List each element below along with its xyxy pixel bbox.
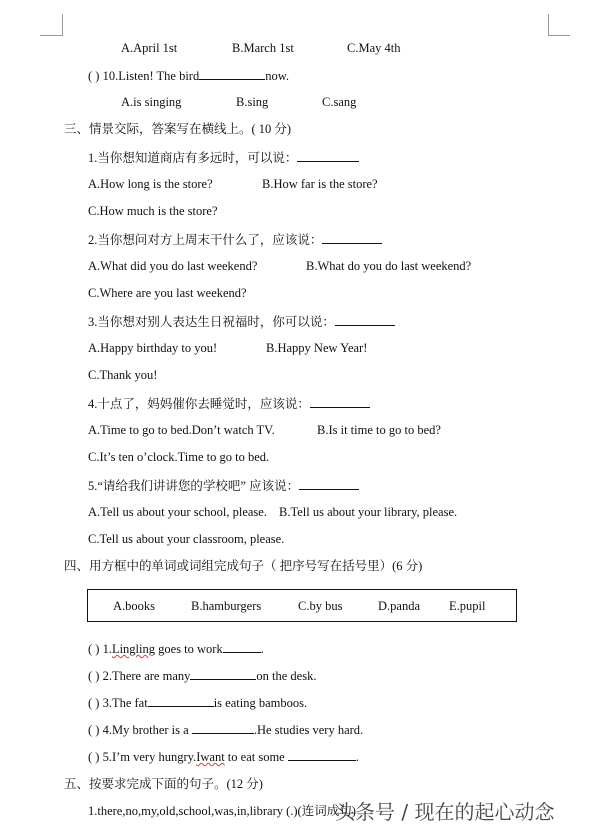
sec3-q2 bbox=[88, 231, 382, 248]
corner-mark-left-v bbox=[62, 14, 63, 36]
word-bank-item-c: C.by bus bbox=[298, 599, 343, 613]
question-text: to eat some bbox=[224, 750, 285, 764]
section-4-title: 四、用方框中的单词或词组完成句子（ 把序号写在括号里）(6 分) bbox=[64, 559, 423, 573]
sec3-q5 bbox=[88, 477, 359, 494]
question-text: 2.当你想问对方上周末干什么了，应该说： bbox=[88, 233, 323, 247]
q10-option-a: A.is singing bbox=[121, 95, 182, 109]
question-text: 1.当你想知道商店有多远时，可以说： bbox=[88, 151, 298, 165]
word-bank-item-e: E.pupil bbox=[449, 599, 486, 613]
q10-question bbox=[88, 67, 289, 84]
section-3-title: 三、情景交际，答案写在横线上。( 10 分) bbox=[64, 122, 292, 136]
sec3-q3-option-b: B.Happy New Year! bbox=[266, 341, 368, 355]
sec3-q1-option-a: A.How long is the store? bbox=[88, 177, 213, 191]
sec4-s1 bbox=[88, 640, 264, 657]
sec4-s5 bbox=[88, 748, 359, 765]
answer-paren: ( ) bbox=[88, 69, 100, 83]
sec3-q4 bbox=[88, 395, 370, 412]
question-number: 1. bbox=[102, 642, 112, 656]
answer-paren: ( ) bbox=[88, 723, 100, 737]
word-bank-item-d: D.panda bbox=[378, 599, 420, 613]
sec3-q2-option-c: C.Where are you last weekend? bbox=[88, 286, 247, 300]
sec4-s3 bbox=[88, 694, 307, 711]
q9-option-b: B.March 1st bbox=[232, 41, 294, 55]
sec3-q3-option-a: A.Happy birthday to you! bbox=[88, 341, 218, 355]
question-text-end: on the desk. bbox=[256, 669, 317, 683]
sec3-q5-option-b: B.Tell us about your library, please. bbox=[279, 505, 458, 519]
sec3-q2-option-b: B.What do you do last weekend? bbox=[306, 259, 472, 273]
question-text: 3.The fat bbox=[102, 696, 148, 710]
sec3-q4-option-c: C.It’s ten o’clock.Time to go to bed. bbox=[88, 450, 270, 464]
spell-flagged-word: Iwant bbox=[196, 750, 225, 764]
answer-blank bbox=[299, 477, 359, 490]
answer-blank bbox=[288, 748, 356, 761]
sec3-q2-option-a: A.What did you do last weekend? bbox=[88, 259, 258, 273]
corner-mark-right-h bbox=[548, 35, 570, 36]
answer-blank bbox=[335, 313, 395, 326]
answer-blank bbox=[322, 231, 382, 244]
sec3-q3 bbox=[88, 313, 395, 330]
question-text-end: .He studies very hard. bbox=[253, 723, 364, 737]
answer-paren: ( ) bbox=[88, 750, 100, 764]
question-text: goes to work bbox=[155, 642, 223, 656]
sec3-q1-option-b: B.How far is the store? bbox=[262, 177, 378, 191]
spell-flagged-word: Lingling bbox=[111, 642, 156, 656]
answer-blank bbox=[148, 694, 214, 707]
answer-blank bbox=[199, 67, 265, 80]
sec3-q1 bbox=[88, 149, 359, 166]
sec3-q5-option-c: C.Tell us about your classroom, please. bbox=[88, 532, 285, 546]
answer-paren: ( ) bbox=[88, 669, 100, 683]
word-bank-item-a: A.books bbox=[113, 599, 156, 613]
question-text: 2.There are many bbox=[102, 669, 191, 683]
question-text-end: now. bbox=[265, 69, 290, 83]
q9-option-a: A.April 1st bbox=[121, 41, 178, 55]
question-text: 3.当你想对别人表达生日祝福时，你可以说： bbox=[88, 315, 335, 329]
question-text: 4.十点了，妈妈催你去睡觉时，应该说： bbox=[88, 397, 310, 411]
sec3-q4-option-b: B.Is it time to go to bed? bbox=[317, 423, 441, 437]
answer-paren: ( ) bbox=[88, 696, 100, 710]
question-text: 5.I’m very hungry. bbox=[102, 750, 197, 764]
sec3-q3-option-c: C.Thank you! bbox=[88, 368, 158, 382]
question-text-end: is eating bamboos. bbox=[213, 696, 308, 710]
sec5-q1: 1.there,no,my,old,school,was,in,library (.)(连词成句) bbox=[88, 804, 356, 818]
question-text-end: . bbox=[260, 642, 264, 656]
answer-blank bbox=[190, 667, 256, 680]
sec3-q5-option-a: A.Tell us about your school, please. bbox=[88, 505, 267, 519]
question-text: 10.Listen! The bird bbox=[102, 69, 200, 83]
answer-paren: ( ) bbox=[88, 642, 100, 656]
watermark: 头条号 / 现在的起心动念 bbox=[335, 800, 555, 824]
corner-mark-left-h bbox=[40, 35, 62, 36]
q10-option-c: C.sang bbox=[322, 95, 357, 109]
sec3-q4-option-a: A.Time to go to bed.Don’t watch TV. bbox=[88, 423, 275, 437]
question-text: 5.“请给我们讲讲您的学校吧” 应该说： bbox=[88, 479, 300, 493]
q10-option-b: B.sing bbox=[236, 95, 269, 109]
corner-mark-right-v bbox=[548, 14, 549, 36]
word-bank-item-b: B.hamburgers bbox=[191, 599, 262, 613]
q9-option-c: C.May 4th bbox=[347, 41, 401, 55]
answer-blank bbox=[223, 640, 261, 653]
answer-blank bbox=[310, 395, 370, 408]
answer-blank bbox=[192, 721, 254, 734]
sec3-q1-option-c: C.How much is the store? bbox=[88, 204, 218, 218]
sec4-s2 bbox=[88, 667, 316, 684]
sec4-s4 bbox=[88, 721, 363, 738]
section-5-title: 五、按要求完成下面的句子。(12 分) bbox=[64, 777, 263, 791]
answer-blank bbox=[297, 149, 359, 162]
question-text-end: . bbox=[355, 750, 359, 764]
question-text: 4.My brother is a bbox=[102, 723, 189, 737]
